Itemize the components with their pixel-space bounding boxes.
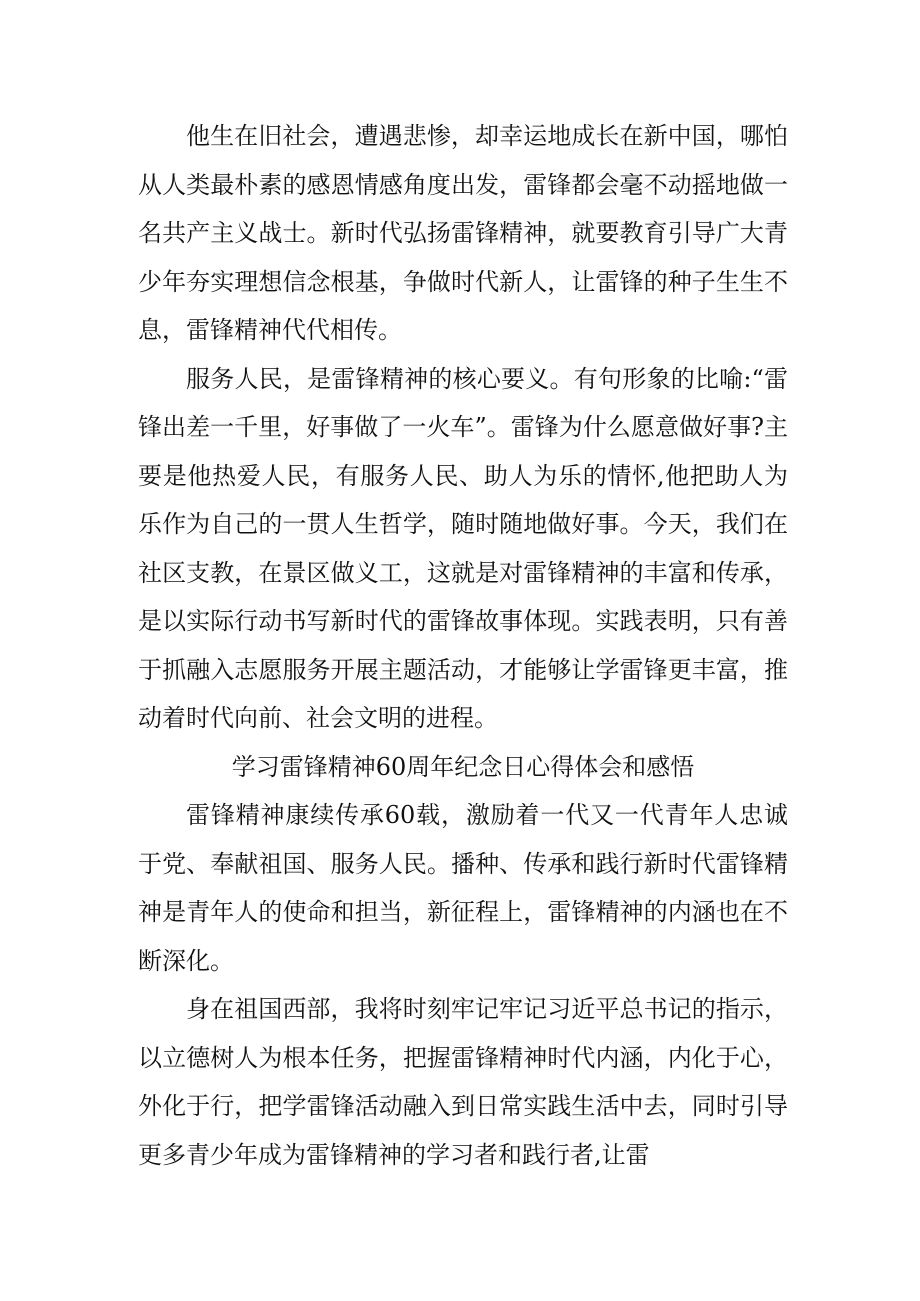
section-heading: 学习雷锋精神60周年纪念日心得体会和感悟 [231,752,695,781]
paragraph-2: 服务人民，是雷锋精神的核心要义。有句形象的比喻:“雷锋出差一千里，好事做了一火车”。雷锋为什么愿意做好事?主要是他热爱人民，有服务人民、助人为乐的情怀,他把助人为乐作为自己的一贯人生哲学，随时随地做好事。今天，我们在社区支教，在景区做义工，这就是对雷锋精神的丰富和传承，是以实际行动书写新时代的雷锋故事体现。实践表明，只有善于抓融入志愿服务开展主题活动，才能够让学雷锋更丰富，推动着时代向前、社会文明的进程。 [138,364,788,732]
paragraph-4: 身在祖国西部，我将时刻牢记牢记习近平总书记的指示，以立德树人为根本任务，把握雷锋精神时代内涵，内化于心，外化于行，把学雷锋活动融入到日常实践生活中去，同时引导更多青少年成为雷锋精神的学习者和践行者,让雷 [138,995,788,1169]
paragraph-1: 他生在旧社会，遭遇悲惨，却幸运地成长在新中国，哪怕从人类最朴素的感恩情感角度出发，雷锋都会毫不动摇地做一名共产主义战士。新时代弘扬雷锋精神，就要教育引导广大青少年夯实理想信念根基，争做时代新人，让雷锋的种子生生不息，雷锋精神代代相传。 [138,122,788,344]
paragraph-3: 雷锋精神康续传承60载，激励着一代又一代青年人忠诚于党、奉献祖国、服务人民。播种、传承和践行新时代雷锋精神是青年人的使命和担当，新征程上，雷锋精神的内涵也在不断深化。 [138,801,788,975]
document-body [138,112,788,1179]
